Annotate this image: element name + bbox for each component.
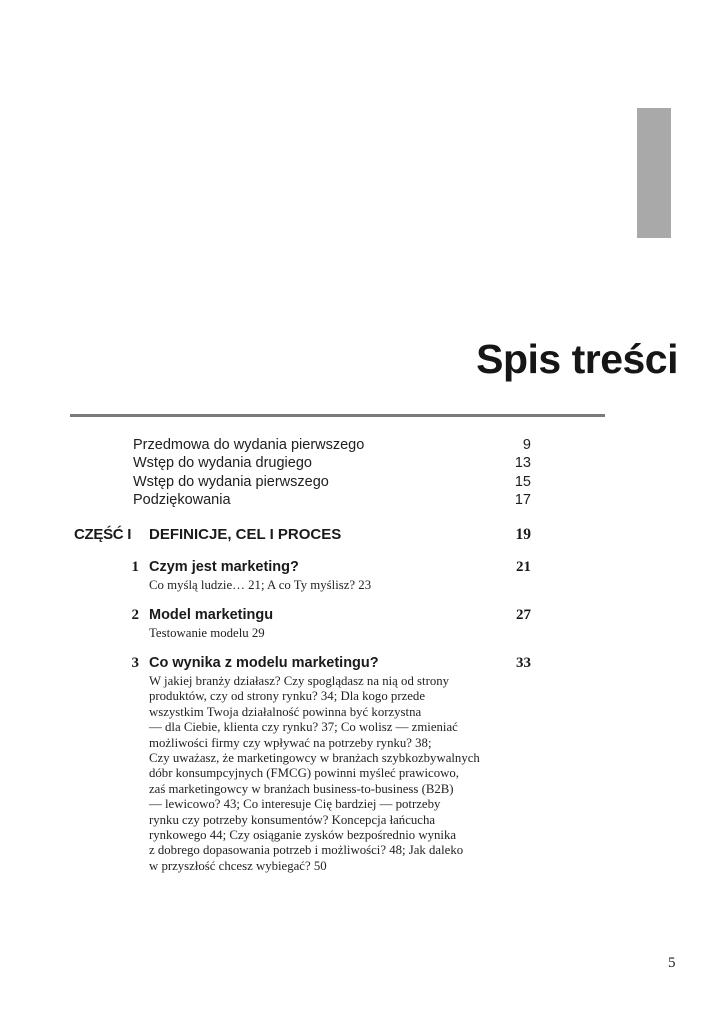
- front-matter-page: 13: [514, 455, 531, 472]
- subsection-line: W jakiej branży działasz? Czy spoglądasz na nią od strony: [149, 674, 450, 688]
- subsection-line: Czy uważasz, że marketingowcy w branżach szybkozbywalnych: [149, 751, 480, 766]
- front-matter-item[interactable]: [133, 491, 531, 509]
- front-matter-item[interactable]: [133, 436, 531, 454]
- subsection-line: rynkowego 44; Czy osiąganie zysków bezpośrednio wynika: [149, 828, 457, 843]
- chapter-number: 3: [131, 655, 139, 671]
- subsection-line: możliwości firmy czy wpływać na potrzeby rynku? 38;: [149, 735, 432, 750]
- front-matter-page: 9: [522, 437, 531, 453]
- subsection-line: — lewicowo? 43; Co interesuje Cię bardziej — potrzeby: [149, 797, 441, 812]
- subsection-line: produktów, czy od strony rynku? 34; Dla kogo przede: [149, 689, 426, 704]
- chapter-heading[interactable]: [125, 607, 531, 626]
- front-matter-item[interactable]: [133, 454, 531, 472]
- chapter-title: Czym jest marketing?: [149, 559, 299, 575]
- chapter-number: 1: [131, 559, 139, 575]
- front-matter-item[interactable]: [133, 473, 531, 491]
- subsection-line: — dla Ciebie, klienta czy rynku? 37; Co wolisz — zmieniać: [149, 720, 458, 735]
- chapter-title: Co wynika z modelu marketingu?: [149, 655, 379, 671]
- chapter-edge-tab: [637, 108, 671, 238]
- chapter-subsections: [149, 674, 531, 874]
- part-number: CZĘŚĆ I: [74, 526, 132, 543]
- subsection-line: wszystkim Twoja działalność powinna być korzystna: [149, 704, 422, 719]
- chapter-number: 2: [131, 607, 139, 623]
- subsection-line: Testowanie modelu 29: [149, 626, 265, 640]
- chapter-entry: [125, 655, 531, 874]
- title-rule: [70, 414, 605, 417]
- chapter-subsections: [149, 578, 531, 593]
- front-matter-label: Wstęp do wydania drugiego: [133, 455, 312, 472]
- subsection-line: z dobrego dopasowania potrzeb i możliwości? 48; Jak daleko: [149, 843, 464, 858]
- page-number: 5: [668, 955, 676, 971]
- front-matter-label: Przedmowa do wydania pierwszego: [133, 437, 365, 453]
- chapter-heading[interactable]: [125, 655, 531, 674]
- chapter-page: 27: [516, 607, 531, 623]
- front-matter-list: [133, 436, 531, 509]
- front-matter-page: 17: [514, 491, 531, 508]
- chapter-entry: [125, 607, 531, 641]
- subsection-line: rynku czy potrzeby konsumentów? Koncepcja łańcucha: [149, 812, 436, 827]
- chapter-page: 21: [516, 559, 531, 575]
- front-matter-label: Podziękowania: [133, 491, 231, 508]
- front-matter-label: Wstęp do wydania pierwszego: [133, 473, 329, 490]
- part-heading[interactable]: [74, 526, 531, 546]
- part-page: 19: [515, 526, 531, 543]
- front-matter-page: 15: [514, 473, 531, 490]
- subsection-line: zaś marketingowcy w branżach business-to-business (B2B): [149, 781, 454, 796]
- chapter-heading[interactable]: [125, 559, 531, 578]
- chapter-title: Model marketingu: [149, 607, 274, 623]
- subsection-line: w przyszłość chcesz wybiegać? 50: [149, 858, 327, 873]
- page-title: Spis treści: [476, 336, 678, 382]
- chapter-entry: [125, 559, 531, 593]
- chapter-subsections: [149, 626, 531, 641]
- subsection-line: Co myślą ludzie… 21; A co Ty myślisz? 23: [149, 578, 372, 592]
- part-title: DEFINICJE, CEL I PROCES: [149, 526, 342, 543]
- subsection-line: dóbr konsumpcyjnych (FMCG) powinni myśleć prawicowo,: [149, 766, 459, 781]
- chapter-page: 33: [516, 655, 531, 671]
